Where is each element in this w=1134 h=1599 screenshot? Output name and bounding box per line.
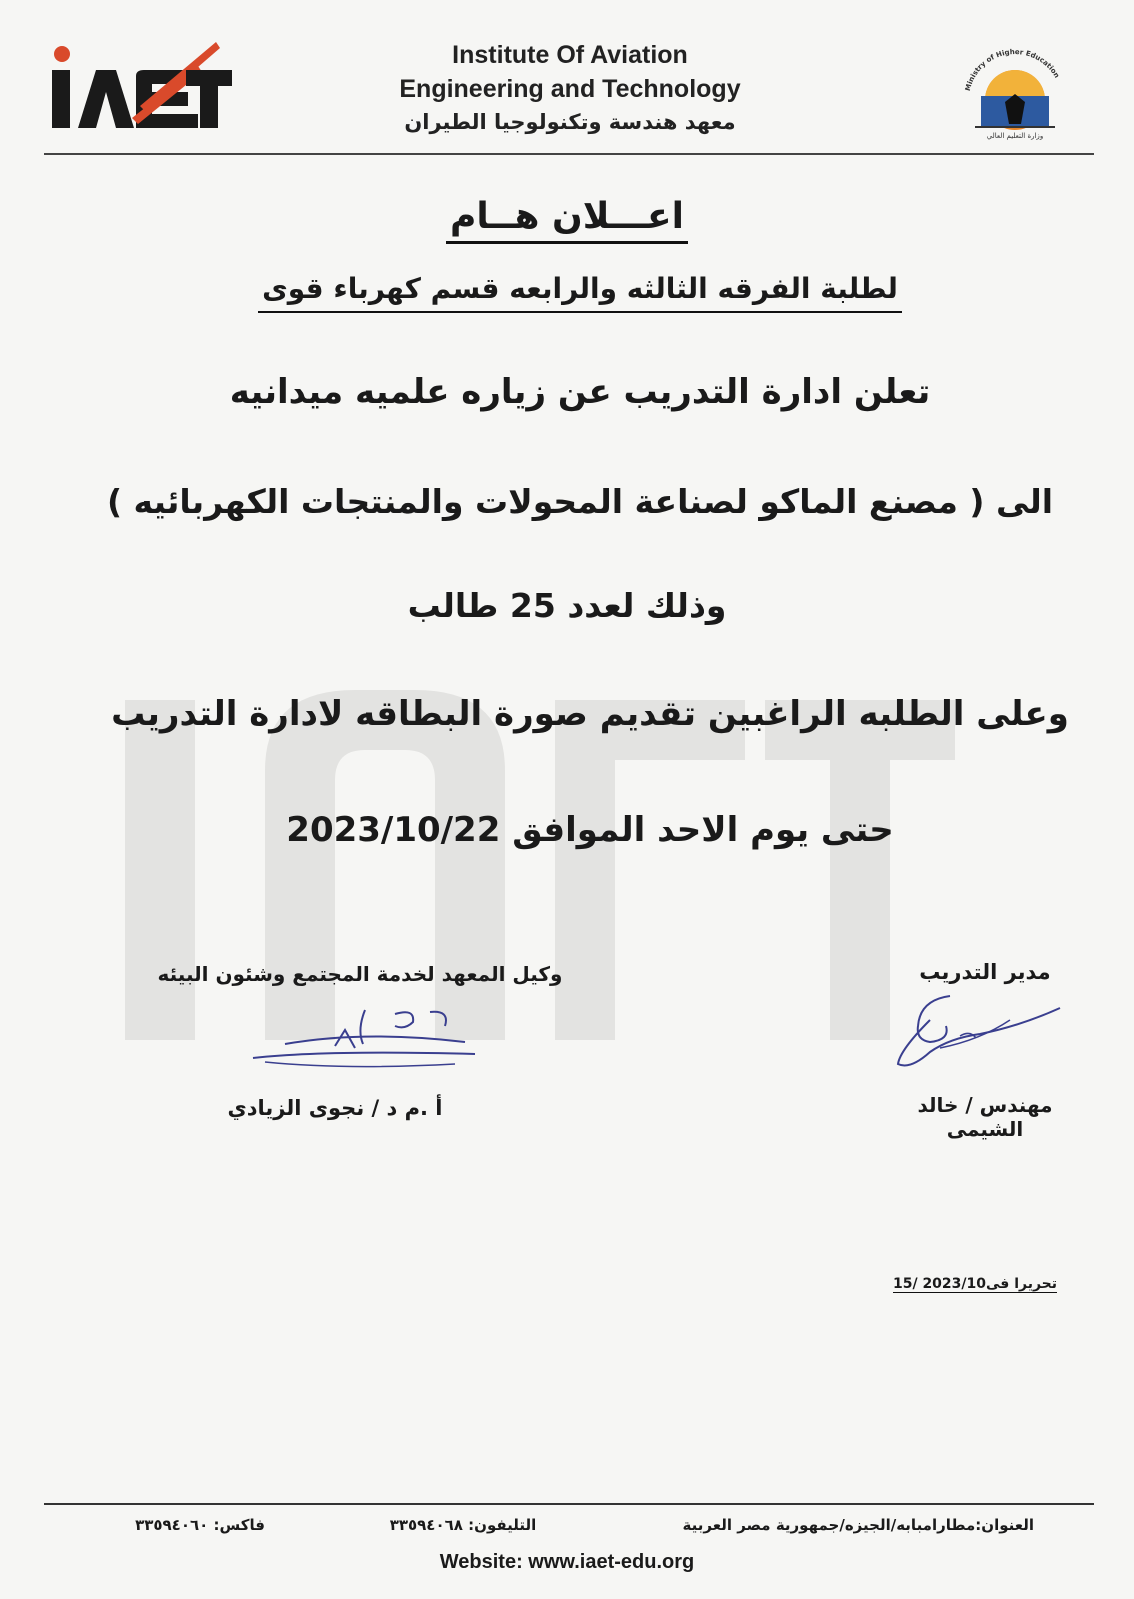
footer-website: Website: www.iaet-edu.org bbox=[439, 1551, 695, 1573]
vice-dean-name: أ .م د / نجوى الزيادي bbox=[227, 1096, 443, 1120]
institute-name-ar: معهد هندسة وتكنولوجيا الطيران bbox=[404, 110, 736, 134]
training-director-name: مهندس / خالد الشيمى bbox=[917, 1093, 1053, 1141]
footer-fax: فاكس: ٣٣٥٩٤٠٦٠ bbox=[135, 1516, 265, 1534]
vice-dean-title: وكيل المعهد لخدمة المجتمع وشئون البيئه bbox=[157, 962, 563, 986]
footer-phone: التليفون: ٣٣٥٩٤٠٦٨ bbox=[389, 1516, 537, 1534]
vice-dean-signature bbox=[245, 1000, 485, 1078]
ministry-logo-text: Ministry of Higher Education bbox=[963, 47, 1061, 92]
watermark-logo bbox=[125, 690, 955, 1050]
institute-header bbox=[390, 38, 750, 138]
iaet-logo bbox=[48, 36, 238, 136]
announcement-title: اعـــلان هــام bbox=[0, 196, 1134, 237]
ministry-logo bbox=[955, 40, 1075, 144]
ministry-logo-ar: وزارة التعليم العالي bbox=[986, 132, 1044, 140]
issue-date: تحريرا فى2023/10 /15 bbox=[892, 1276, 1058, 1292]
training-director-signature bbox=[890, 990, 1080, 1080]
announcement-line-4: وعلى الطلبه الراغبين تقديم صورة البطاقه لادارة التدريب bbox=[111, 694, 1069, 734]
training-director-title: مدير التدريب bbox=[919, 960, 1051, 984]
announcement-line-3: وذلك لعدد 25 طالب bbox=[407, 586, 727, 625]
institute-name-en-line1: Institute Of Aviation bbox=[452, 41, 688, 69]
announcement-line-1: تعلن ادارة التدريب عن زياره علميه ميدانيه bbox=[229, 372, 931, 412]
announcement-line-5: حتى يوم الاحد الموافق 2023/10/22 bbox=[286, 810, 894, 850]
institute-name-en-line2: Engineering and Technology bbox=[399, 75, 741, 103]
announcement-subtitle: لطلبة الفرقه الثالثه والرابعه قسم كهرباء قوى bbox=[0, 272, 1134, 305]
announcement-line-2: الى ( مصنع الماكو لصناعة المحولات والمنتجات الكهربائيه ) bbox=[106, 482, 1054, 521]
header-divider bbox=[44, 153, 1094, 155]
footer-divider bbox=[44, 1503, 1094, 1505]
footer-address: العنوان:مطارامبابه/الجيزه/جمهورية مصر العربية bbox=[682, 1516, 1034, 1534]
